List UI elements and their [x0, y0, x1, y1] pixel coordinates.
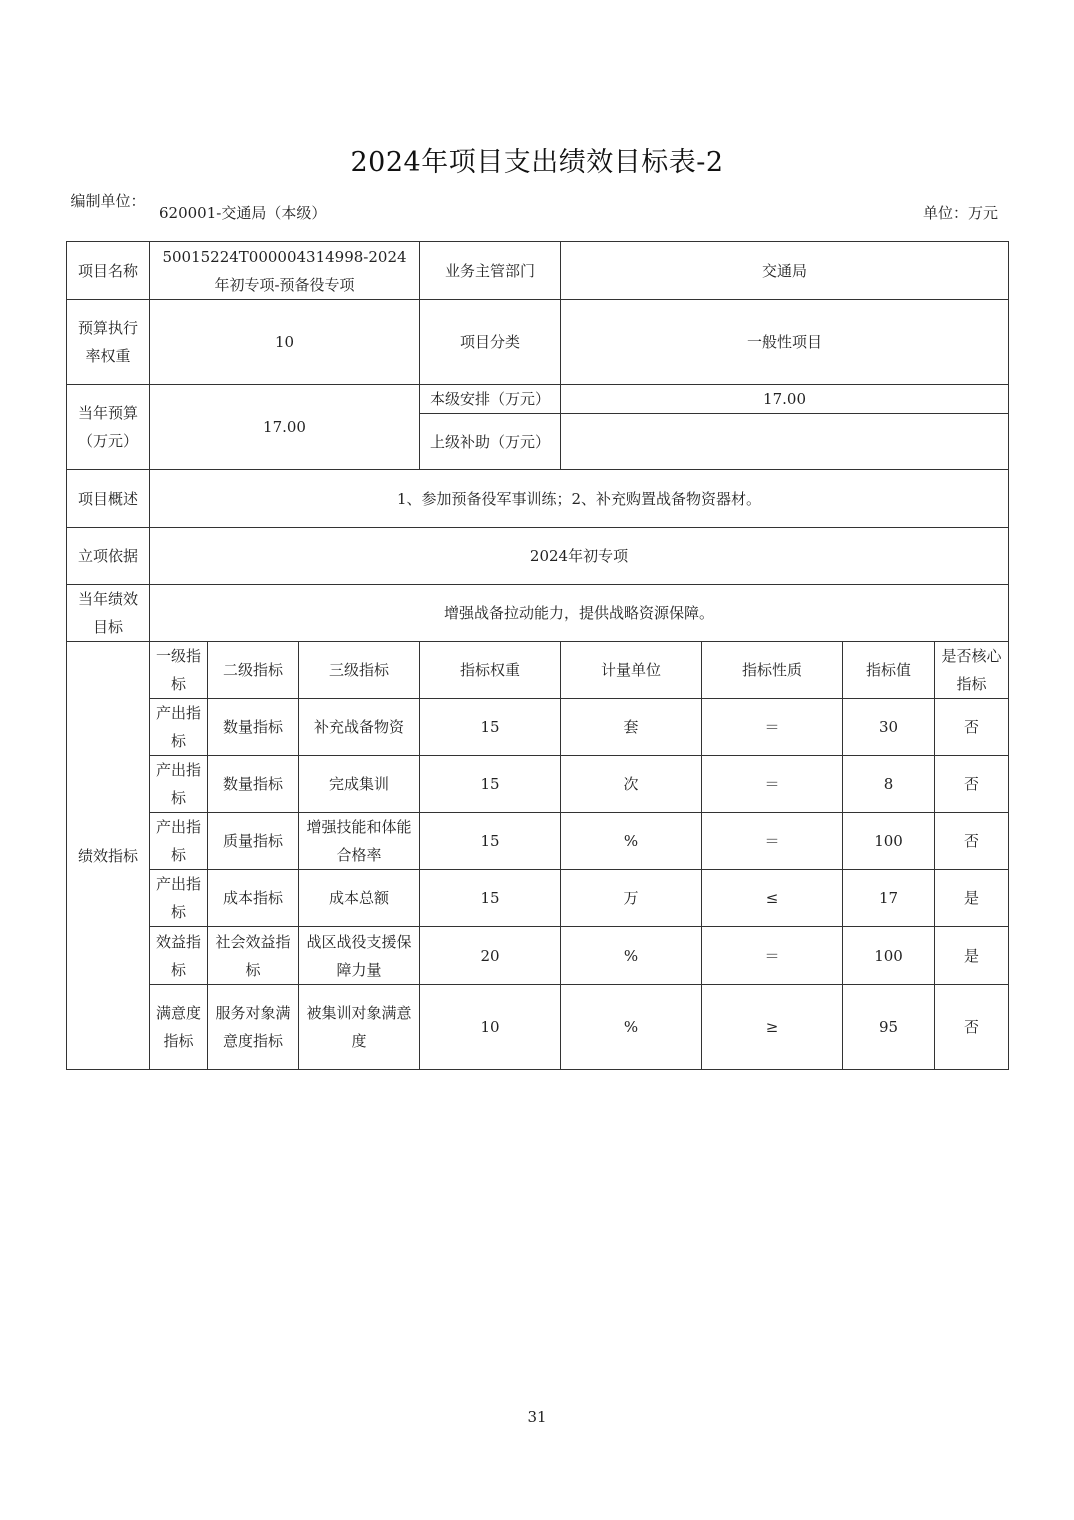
local-value: 17.00: [561, 385, 1009, 414]
budget-value: 17.00: [150, 385, 420, 470]
cell-unit: %: [561, 813, 702, 870]
unit-text: 单位：万元: [922, 204, 998, 222]
cell-level1: 满意度指标: [150, 985, 208, 1070]
goal-value: 增强战备拉动能力，提供战略资源保障。: [150, 585, 1009, 642]
header-level1: 一级指标: [150, 642, 208, 699]
cell-nature: ＝: [702, 756, 843, 813]
project-name-label: 项目名称: [67, 242, 150, 300]
cell-unit: %: [561, 985, 702, 1070]
dept-label: 业务主管部门: [420, 242, 561, 300]
cell-level3: 补充战备物资: [299, 699, 420, 756]
header-value: 指标值: [843, 642, 935, 699]
cell-level2: 数量指标: [208, 699, 299, 756]
cell-nature: ≥: [702, 985, 843, 1070]
cell-unit: 万: [561, 870, 702, 927]
cell-value: 8: [843, 756, 935, 813]
cell-value: 17: [843, 870, 935, 927]
cell-level2: 数量指标: [208, 756, 299, 813]
cell-nature: ＝: [702, 927, 843, 985]
header-core: 是否核心指标: [935, 642, 1009, 699]
cell-unit: 次: [561, 756, 702, 813]
cell-core: 否: [935, 699, 1009, 756]
header-level3: 三级指标: [299, 642, 420, 699]
table-row: [67, 813, 1009, 870]
cell-level1: 产出指标: [150, 756, 208, 813]
cell-level3: 增强技能和体能合格率: [299, 813, 420, 870]
page-number: 31: [527, 1408, 547, 1426]
cell-level1: 产出指标: [150, 870, 208, 927]
cell-core: 否: [935, 813, 1009, 870]
org-label: 编制单位：: [70, 192, 146, 210]
cell-level1: 产出指标: [150, 813, 208, 870]
cell-level1: 效益指标: [150, 927, 208, 985]
upper-label: 上级补助（万元）: [420, 414, 561, 470]
cell-weight: 15: [420, 756, 561, 813]
cell-value: 30: [843, 699, 935, 756]
cell-unit: %: [561, 927, 702, 985]
table-row: [67, 756, 1009, 813]
cell-level2: 质量指标: [208, 813, 299, 870]
table-row: [67, 699, 1009, 756]
category-label: 项目分类: [420, 300, 561, 385]
goal-label: 当年绩效目标: [67, 585, 150, 642]
cell-core: 否: [935, 985, 1009, 1070]
header-level2: 二级指标: [208, 642, 299, 699]
overview-value: 1、参加预备役军事训练；2、补充购置战备物资器材。: [150, 470, 1009, 528]
cell-nature: ≤: [702, 870, 843, 927]
basis-value: 2024年初专项: [150, 528, 1009, 585]
org-value: 620001-交通局（本级）: [159, 204, 327, 222]
header-nature: 指标性质: [702, 642, 843, 699]
cell-weight: 15: [420, 870, 561, 927]
cell-level3: 战区战役支援保障力量: [299, 927, 420, 985]
page-title: 2024年项目支出绩效目标表-2: [350, 147, 724, 178]
cell-core: 否: [935, 756, 1009, 813]
exec-weight-label: 预算执行率权重: [67, 300, 150, 385]
cell-level3: 完成集训: [299, 756, 420, 813]
cell-unit: 套: [561, 699, 702, 756]
cell-core: 是: [935, 870, 1009, 927]
project-name-value: 50015224T000004314998-2024年初专项-预备役专项: [150, 242, 420, 300]
table-row: [67, 985, 1009, 1070]
cell-level3: 成本总额: [299, 870, 420, 927]
cell-level1: 产出指标: [150, 699, 208, 756]
cell-level2: 社会效益指标: [208, 927, 299, 985]
indicators-section-label: 绩效指标: [67, 642, 150, 1070]
cell-level2: 服务对象满意度指标: [208, 985, 299, 1070]
dept-value: 交通局: [561, 242, 1009, 300]
cell-value: 100: [843, 813, 935, 870]
table-row: [67, 927, 1009, 985]
upper-value: [561, 414, 1009, 470]
budget-label: 当年预算（万元）: [67, 385, 150, 470]
header-unit: 计量单位: [561, 642, 702, 699]
cell-level2: 成本指标: [208, 870, 299, 927]
cell-weight: 10: [420, 985, 561, 1070]
cell-weight: 15: [420, 813, 561, 870]
local-label: 本级安排（万元）: [420, 385, 561, 414]
cell-weight: 15: [420, 699, 561, 756]
cell-value: 100: [843, 927, 935, 985]
category-value: 一般性项目: [561, 300, 1009, 385]
performance-table: [66, 241, 1009, 1070]
table-row: [67, 870, 1009, 927]
cell-nature: ＝: [702, 699, 843, 756]
cell-core: 是: [935, 927, 1009, 985]
overview-label: 项目概述: [67, 470, 150, 528]
cell-nature: ＝: [702, 813, 843, 870]
basis-label: 立项依据: [67, 528, 150, 585]
cell-weight: 20: [420, 927, 561, 985]
header-weight: 指标权重: [420, 642, 561, 699]
cell-value: 95: [843, 985, 935, 1070]
cell-level3: 被集训对象满意度: [299, 985, 420, 1070]
exec-weight-value: 10: [150, 300, 420, 385]
